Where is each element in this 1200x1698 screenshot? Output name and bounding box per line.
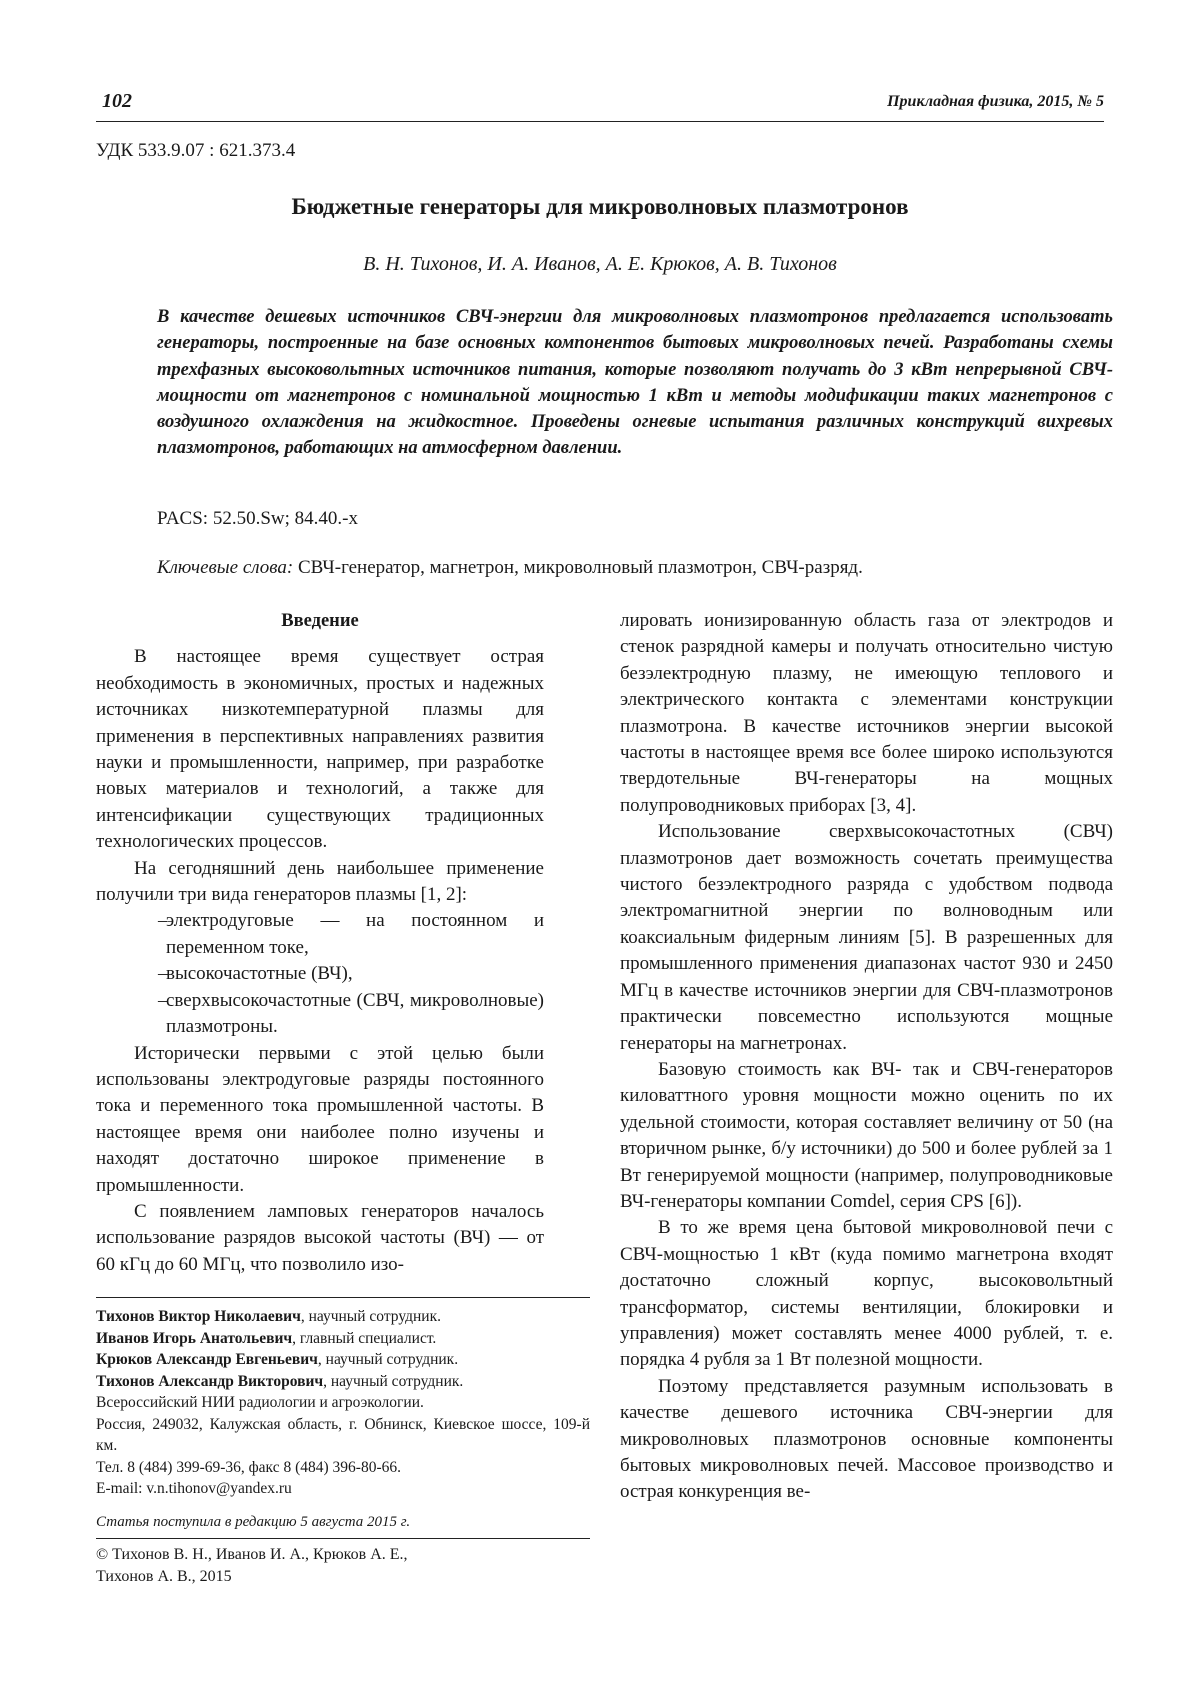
person-role: , научный сотрудник. <box>323 1372 464 1390</box>
paragraph: В настоящее время существует острая необходимость в экономичных, простых и надежных источниках низкотемпературной плазмы для применения в перспективных направлениях развития науки и промышленности, например, при разработке новых материалов и технологий, а также для интенсификации существующих традиционных технологических процессов. <box>96 646 544 853</box>
pacs-codes: PACS: 52.50.Sw; 84.40.-x <box>157 508 358 529</box>
list-item <box>96 908 544 961</box>
list-item-text: электродуговые — на постоянном и переменном токе, <box>166 910 544 958</box>
paper-authors: В. Н. Тихонов, И. А. Иванов, А. Е. Крюков, А. В. Тихонов <box>363 253 837 275</box>
copyright-line: Тихонов А. В., 2015 <box>96 1568 232 1585</box>
footnote-person <box>96 1328 590 1350</box>
abstract: В качестве дешевых источников СВЧ-энергии для микроволновых плазмотронов предлагается использовать генераторы, построенные на базе основных компонентов бытовых микроволновых печей. Разработаны схемы трехфазных высоковольтных источников питания, которые позволяют получать до 3 кВт непрерывной СВЧ-мощности от магнетронов с номинальной мощностью 1 кВт и методы модификации таких магнетронов с воздушного охлаждения на жидкостное. Проведены огневые испытания различных конструкций вихревых плазмотронов, работающих на атмосферном давлении. <box>157 307 1113 459</box>
copyright-line: © Тихонов В. Н., Иванов И. А., Крюков А. Е., <box>96 1546 408 1563</box>
section-title-introduction: Введение <box>281 611 359 631</box>
copyright <box>96 1544 590 1588</box>
person-role: , научный сотрудник. <box>317 1351 459 1368</box>
list-item-text: высокочастотные (ВЧ), <box>166 963 353 985</box>
received-date: Статья поступила в редакцию 5 августа 2015 г. <box>96 1514 411 1530</box>
left-column <box>96 608 544 1278</box>
paragraph: С появлением ламповых генераторов началось использование разрядов высокой частоты (ВЧ) — от 60 кГц до 60 МГц, что позволило изо- <box>96 1200 544 1275</box>
person-name: Тихонов Александр Викторович <box>96 1372 324 1390</box>
email: E-mail: v.n.tihonov@yandex.ru <box>96 1480 292 1497</box>
keywords-label: Ключевые слова: <box>157 557 294 578</box>
right-column <box>620 608 1113 1506</box>
copyright-rule <box>96 1538 590 1539</box>
person-role: , научный сотрудник. <box>300 1308 441 1325</box>
paragraph: Поэтому представляется разумным использовать в качестве дешевого источника СВЧ-энергии для микроволновых плазмотронов основные компоненты бытовых микроволновых печей. Массовое производство и острая конкуренция ве- <box>620 1375 1113 1503</box>
phone: Тел. 8 (484) 399-69-36, факс 8 (484) 396-80-66. <box>96 1458 401 1476</box>
paragraph: На сегодняшний день наибольшее применение получили три вида генераторов плазмы [1, 2]: <box>96 857 544 906</box>
author-footnote <box>96 1306 590 1500</box>
journal-header: Прикладная физика, 2015, № 5 <box>887 93 1104 110</box>
paragraph: Использование сверхвысокочастотных (СВЧ) плазмотронов дает возможность сочетать преимущества чистого безэлектродного разряда с удобством подвода электромагнитной энергии по волноводным или коаксиальным фидерным линиям [5]. В разрешенных для промышленного применения диапазонах частот 930 и 2450 МГц в качестве источников энергии для СВЧ-плазмотронов практически повсеместно используются мощные генераторы на магнетронах. <box>620 821 1113 1054</box>
keywords <box>157 557 863 579</box>
header-rule <box>96 121 1104 122</box>
person-role: , главный специалист. <box>292 1329 437 1347</box>
footnote-person <box>96 1306 590 1328</box>
udk-code: УДК 533.9.07 : 621.373.4 <box>96 140 296 161</box>
dash-marker: – <box>158 910 168 932</box>
paragraph: Базовую стоимость как ВЧ- так и СВЧ-генераторов киловаттного уровня мощности можно оценить по их удельной стоимости, которая составляет величину от 50 (на вторичном рынке, б/у источники) до 500 и более рублей за 1 Вт генерируемой мощности (например, полупроводниковые ВЧ-генераторы компании Comdel, серия CPS [6]). <box>620 1058 1113 1212</box>
list-item <box>96 961 544 987</box>
dash-marker: – <box>158 989 168 1011</box>
paragraph: лировать ионизированную область газа от электродов и стенок разрядной камеры и получать относительно чистую безэлектродную плазму, не имеющую теплового и электрического контакта с элементами конструкции плазмотрона. В качестве источников энергии высокой частоты в настоящее время все более широко используются твердотельные ВЧ-генераторы на мощных полупроводниковых приборах [3, 4]. <box>620 610 1113 816</box>
person-name: Крюков Александр Евгеньевич <box>96 1351 318 1368</box>
person-name: Иванов Игорь Анатольевич <box>96 1329 293 1347</box>
footnote-person <box>96 1349 590 1371</box>
dash-marker: – <box>158 963 168 985</box>
list-item <box>96 988 544 1041</box>
page-number: 102 <box>102 90 132 112</box>
paper-title: Бюджетные генераторы для микроволновых плазмотронов <box>291 194 909 219</box>
list-item-text: сверхвысокочастотные (СВЧ, микроволновые) плазмотроны. <box>166 989 544 1038</box>
address: Россия, 249032, Калужская область, г. Обнинск, Киевское шоссе, 109-й км. <box>96 1415 590 1454</box>
person-name: Тихонов Виктор Николаевич <box>96 1308 301 1325</box>
paragraph: Исторически первыми с этой целью были использованы электродуговые разряды постоянного тока и переменного тока промышленной частоты. В настоящее время они наиболее полно изучены и находят достаточно широкое применение в промышленности. <box>96 1042 544 1196</box>
institute: Всероссийский НИИ радиологии и агроэкологии. <box>96 1394 424 1411</box>
footnote-person <box>96 1371 590 1393</box>
footnote-rule <box>96 1297 590 1298</box>
paragraph: В то же время цена бытовой микроволновой печи с СВЧ-мощностью 1 кВт (куда помимо магнетрона входят достаточно сложный корпус, высоковольтный трансформатор, системы вентиляции, блокировки и управления) может составлять менее 4000 рублей, т. е. порядка 4 рубля за 1 Вт полезной мощности. <box>620 1217 1113 1371</box>
keywords-text: СВЧ-генератор, магнетрон, микроволновый плазмотрон, СВЧ-разряд. <box>293 557 863 578</box>
